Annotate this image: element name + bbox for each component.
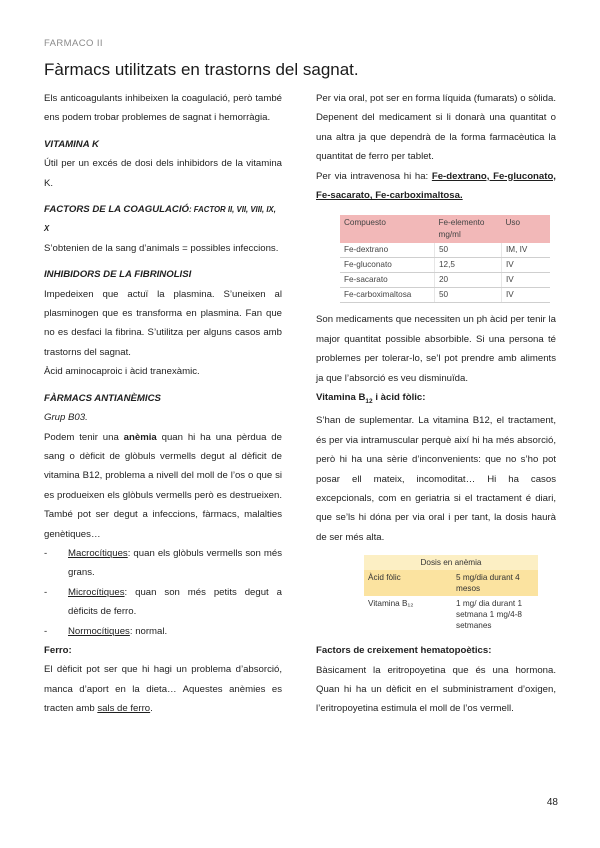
table-row <box>364 596 538 633</box>
table-header-row <box>340 215 550 243</box>
list-item: - Normocítiques: normal. <box>44 622 282 641</box>
table-cell: 5 mg/dia durant 4 mesos <box>452 570 538 596</box>
table-cell: IM, IV <box>502 243 551 258</box>
table-cell: Fe-sacarato <box>340 273 435 288</box>
anemia-types-list <box>44 544 282 641</box>
table-cell: IV <box>502 288 551 303</box>
table-cell: 50 <box>435 288 502 303</box>
table-cell: Àcid fòlic <box>364 570 452 596</box>
table-cell: IV <box>502 258 551 273</box>
coagulation-factors-text: S’obtenien de la sang d’animals = possibles infeccions. <box>44 242 279 254</box>
iron-compounds-table <box>340 215 550 303</box>
growth-factors-heading: Factors de creixement hematopoètics: <box>316 645 492 657</box>
table-row <box>340 243 550 258</box>
column-header: Uso <box>502 215 551 243</box>
oral-route-text: Per via oral, pot ser en forma líquida (fumarats) o sòlida. Depenent del medicament si li donarà una quantitat o una altra ja que dependrà de la forma farmacèutica la quantitat de ferro per tablet. <box>316 93 556 163</box>
table-cell: 20 <box>435 273 502 288</box>
group-label: Grup B03. <box>44 412 88 424</box>
right-column <box>316 89 556 726</box>
dose-table-caption: Dosis en anèmia <box>364 555 538 570</box>
table-cell: Fe-gluconato <box>340 258 435 273</box>
vitamin-k-text: Útil per un excés de dosi dels inhibidors de la vitamina K. <box>44 158 282 189</box>
vitamin-b12-text: S’han de suplementar. La vitamina B12, el tractament, és per via intramuscular perquè així hi ha més absorció, però hi ha una sèrie d’inconvenients: que no s’ho pot posar ell mateix, incomoditat… Hi ha casos excepcionals, com en geriatria si el tractament é diari, que se’ls hi dóna per via oral i per tant, la dosis haurà de ser més alta. <box>316 415 556 543</box>
table-cell: IV <box>502 273 551 288</box>
left-column <box>44 89 282 726</box>
fibrinolysis-drugs: Àcid aminocaproic i àcid tranexàmic. <box>44 366 200 378</box>
table-cell: Fe-carboximaltosa <box>340 288 435 303</box>
column-header: Compuesto <box>340 215 435 243</box>
column-header: Fe-elemento mg/ml <box>435 215 502 243</box>
growth-factors-text: Bàsicament la eritropoyetina que és una hormona. Quan hi ha un dèficit en el subministrament d’oxigen, l’eritropoyetina estimula el moll de l’os vermell. <box>316 664 556 715</box>
table-row <box>340 258 550 273</box>
list-item: - Microcítiques: quan son més petits degut a dèficits de ferro. <box>44 583 282 622</box>
table-cell: 50 <box>435 243 502 258</box>
fibrinolysis-heading: INHIBIDORS DE LA FIBRINOLISI <box>44 269 192 281</box>
coagulation-factors-heading: FACTORS DE LA COAGULACIÓ: FACTOR II, VII, VIII, IX, X <box>44 204 276 234</box>
intro-paragraph: Els anticoagulants inhibeixen la coagulació, però també ens podem trobar problemes de sagnat i hemorràgia. <box>44 93 282 124</box>
iron-heading: Ferro: <box>44 644 72 656</box>
iv-compounds-list: Fe-dextrano, Fe-gluconato, Fe-sacarato, Fe-carboximaltosa. <box>316 170 556 202</box>
iron-salts-link[interactable]: sals de ferro <box>97 703 151 715</box>
page-number: 48 <box>546 797 558 808</box>
fibrinolysis-text: Impedeixen que actuï la plasmina. S’uneixen al plasminogen que es transforma en plasmina. Fan que no es desfaci la fibrina. S’utilitza per alguns casos amb trastorns del sagnat. <box>44 288 282 358</box>
antianemic-heading: FÀRMACS ANTIANÈMICS <box>44 392 161 404</box>
running-header: FARMACO II <box>44 38 103 49</box>
vitamin-b12-heading: Vitamina $B_{12}$ i àcid fòlic: <box>316 392 426 405</box>
ph-paragraph: Son medicaments que necessiten un ph àcid per tenir la major quantitat possible absorbible. Si una persona té problemes per tolerar-lo, se’l pot prendre amb aliments ja que l’absorció es veu disminuïda. <box>316 314 556 384</box>
list-item: - Macrocítiques: quan els glòbuls vermells son més grans. <box>44 544 282 583</box>
page-title: Fàrmacs utilitzats en trastorns del sagnat. <box>44 60 359 79</box>
table-row <box>340 273 550 288</box>
iv-route-text: Per via intravenosa hi ha: Fe-dextrano, Fe-gluconato, Fe-sacarato, Fe-carboximaltosa. <box>316 170 556 202</box>
anemia-paragraph: Podem tenir una anèmia quan hi ha una pèrdua de sang o dèficit de glòbuls vermells degut al dèficit de vitamina B12, problema a nivell del moll de l’os o que si es produeixen els glòbuls vermells però es destrueixen. També pot ser degut a infeccions, fàrmacs, malalties genètiques… <box>44 431 282 540</box>
table-row <box>340 288 550 303</box>
table-cell: 1 mg/ dia durant 1 setmana 1 mg/4-8 setmanes <box>456 599 522 631</box>
iron-text: El dèficit pot ser que hi hagi un problema d’absorció, manca d’aport en la dieta… Aquestes anèmies es tracten amb sals de ferro. <box>44 664 282 715</box>
table-cell: 12,5 <box>435 258 502 273</box>
table-cell: Vitamina B₁₂ <box>368 599 414 609</box>
vitamin-k-heading: VITAMINA K <box>44 138 99 150</box>
table-cell: Fe-dextrano <box>340 243 435 258</box>
table-row <box>364 570 538 596</box>
anemia-dose-table <box>364 555 538 633</box>
